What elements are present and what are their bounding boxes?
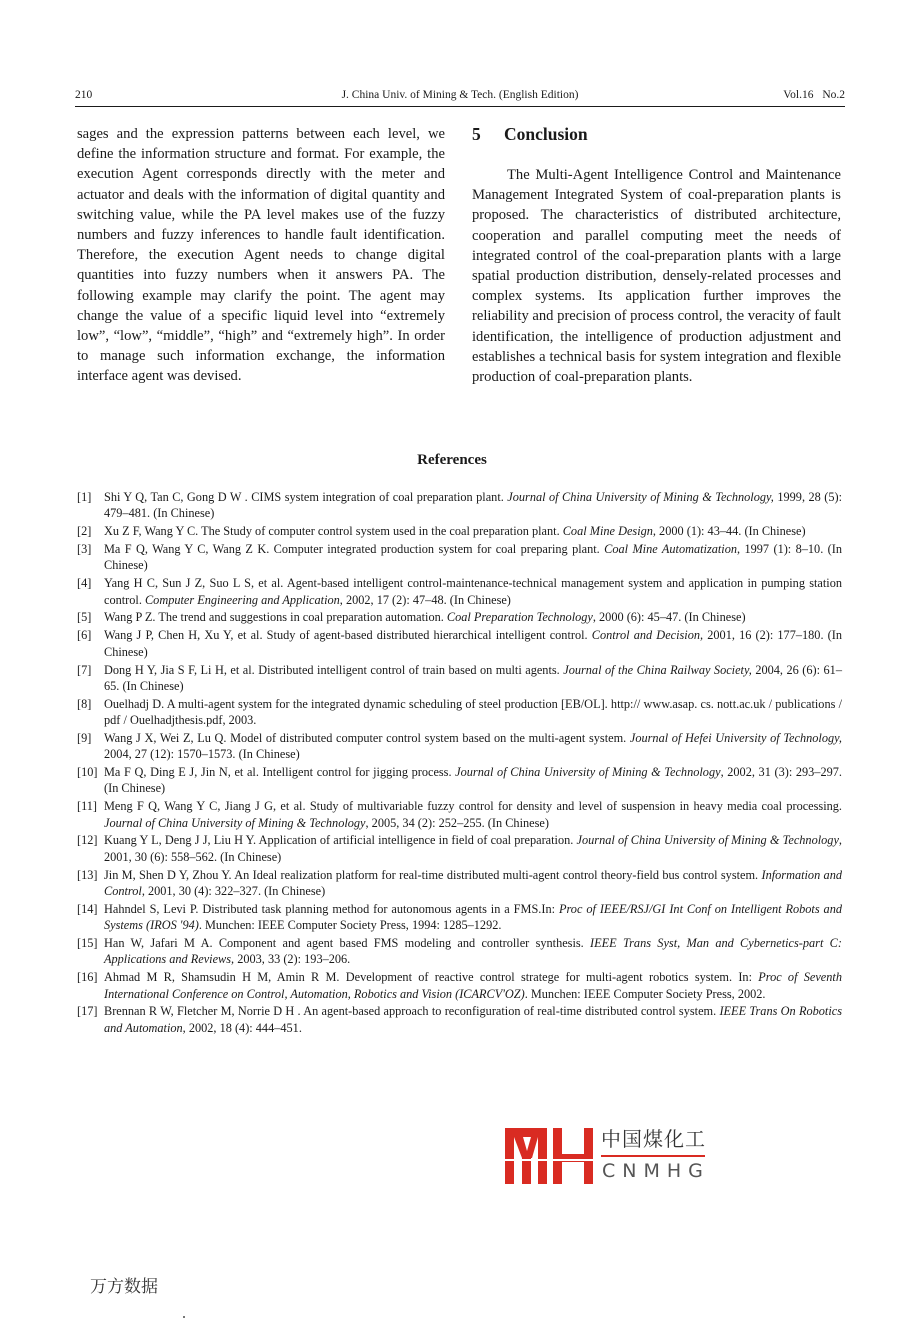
reference-details: , 2002, 31 (3): 293–297. (In Chinese): [104, 765, 842, 796]
reference-number: [17]: [77, 1004, 98, 1019]
reference-item: [77, 541, 842, 574]
reference-item: [77, 901, 842, 934]
reference-authors-title: Wang J P, Chen H, Xu Y, et al. Study of agent-based distributed hierarchical intelligent control.: [104, 628, 592, 643]
reference-authors-title: Shi Y Q, Tan C, Gong D W . CIMS system integration of coal preparation plant.: [104, 490, 508, 504]
reference-authors-title: Yang H C, Sun J Z, Suo L S, et al. Agent-based intelligent control-maintenance-technical management system and application in pumping station control.: [104, 576, 842, 607]
reference-number: [13]: [77, 867, 98, 882]
reference-details: , 2001, 30 (6): 558–562. (In Chinese): [104, 833, 842, 864]
reference-journal: Proc of Seventh International Conference on Control, Automation, Robotics and Vision (ICARCV'OZ): [104, 970, 842, 1001]
reference-details: , 2001, 30 (4): 322–327. (In Chinese): [141, 883, 326, 898]
reference-details: 2003, 33 (2): 193–206.: [234, 952, 351, 967]
reference-authors-title: Wang J X, Wei Z, Lu Q. Model of distributed computer control system based on the multi-agent system.: [104, 730, 630, 745]
reference-item: [77, 867, 842, 900]
reference-journal: Control and Decision,: [591, 628, 704, 643]
reference-item: [77, 969, 842, 1002]
reference-details: 2004, 27 (12): 1570–1573. (In Chinese): [104, 747, 300, 762]
reference-journal: Coal Preparation Technology: [446, 610, 593, 625]
reference-details: . Munchen: IEEE Computer Society Press, 1994: 1285–1292.: [198, 918, 502, 933]
logo-english-text: CNMHG: [602, 1160, 710, 1182]
reference-journal: Journal of China University of Mining & Technology: [576, 833, 839, 848]
reference-item: [77, 730, 842, 763]
cnmhg-logo: [505, 1128, 710, 1186]
reference-details: , 2000 (6): 45–47. (In Chinese): [592, 610, 746, 625]
reference-number: [11]: [77, 799, 98, 814]
wanfang-watermark: 万方数据: [90, 1277, 158, 1297]
reference-journal: Proc of IEEE/RSJ/GI Int Conf on Intelligent Robots and Systems (IROS '94): [104, 901, 842, 933]
reference-journal: Journal of China University of Mining & Technology,: [507, 490, 774, 504]
reference-authors-title: Han W, Jafari M A. Component and agent based FMS modeling and controller synthesis.: [104, 936, 591, 951]
reference-authors-title: Wang P Z. The trend and suggestions in coal preparation automation.: [104, 610, 447, 625]
reference-journal: Computer Engineering and Application: [144, 592, 340, 607]
mh-logo-mark-icon: [505, 1128, 593, 1184]
reference-authors-title: Dong H Y, Jia S F, Li H, et al. Distributed intelligent control of train based on multi agents.: [104, 662, 564, 677]
reference-item: [77, 489, 842, 522]
reference-number: [16]: [77, 970, 98, 985]
reference-journal: Coal Mine Automatization: [604, 542, 738, 557]
right-column: [472, 124, 841, 387]
section-number: 5: [472, 124, 481, 144]
reference-number: [5]: [77, 610, 92, 625]
running-header: [75, 86, 845, 107]
reference-item: [77, 764, 842, 797]
reference-details: , 2002, 17 (2): 47–48. (In Chinese): [339, 592, 511, 607]
reference-number: [6]: [77, 628, 92, 643]
reference-details: 2002, 18 (4): 444–451.: [185, 1020, 302, 1035]
reference-details: 1999, 28 (5): 479–481. (In Chinese): [104, 490, 842, 521]
reference-number: [1]: [77, 490, 92, 504]
reference-item: [77, 832, 842, 865]
reference-details: , 2005, 34 (2): 252–255. (In Chinese): [365, 815, 549, 830]
reference-list: [77, 489, 842, 1038]
stray-dot: [183, 1316, 185, 1318]
body-paragraph: sages and the expression patterns between each level, we define the information structure and format. For example, the execution Agent corresponds directly with the meter and actuator and deals with the information of digital quantity and switching value, while the PA level makes use of the fuzzy numbers and fuzzy inferences to handle fault identification. Therefore, the execution Agent needs to change digital quantities into fuzzy numbers when it answers PA. The following example may clarify the point. The agent may change the value of a specific liquid level into “extremely low”, “low”, “middle”, “high” and “extremely high”. In order to manage such information exchange, the information interface agent was devised.: [77, 126, 445, 385]
reference-journal: Information and Control: [104, 867, 842, 898]
logo-chinese-text: 中国煤化工: [601, 1127, 706, 1151]
reference-details: 2001, 16 (2): 177–180. (In Chinese): [104, 628, 843, 659]
reference-item: [77, 627, 842, 660]
reference-journal: Journal of Hefei University of Technology,: [629, 730, 842, 745]
reference-item: [77, 662, 842, 695]
section-heading: [472, 124, 841, 144]
reference-authors-title: Ouelhadj D. A multi-agent system for the integrated dynamic scheduling of steel production [EB/OL]. http:// www.asap. cs. nott.ac.uk / publications / pdf / Ouelhadjthesis.pdf, 2003.: [104, 696, 842, 728]
page-number: 210: [75, 89, 93, 101]
reference-item: [77, 1003, 842, 1036]
reference-item: [77, 935, 842, 968]
reference-journal: IEEE Trans On Robotics and Automation,: [104, 1004, 843, 1035]
references-heading: References: [417, 452, 487, 468]
reference-item: [77, 798, 842, 831]
journal-title: J. China Univ. of Mining & Tech. (English Edition): [341, 89, 579, 101]
reference-number: [4]: [77, 576, 92, 591]
reference-details: , 2000 (1): 43–44. (In Chinese): [652, 524, 806, 539]
reference-authors-title: Ahmad M R, Shamsudin H M, Amin R M. Development of reactive control stratege for multi-agent robotics system. In:: [104, 970, 759, 985]
left-column: [77, 124, 445, 387]
reference-item: [77, 609, 842, 625]
reference-details: 2004, 26 (6): 61–65. (In Chinese): [104, 662, 842, 693]
logo-rule: [601, 1155, 705, 1157]
reference-journal: Journal of China University of Mining & Technology: [104, 815, 366, 830]
reference-item: [77, 523, 842, 539]
reference-number: [8]: [77, 696, 92, 711]
reference-number: [15]: [77, 936, 98, 951]
conclusion-paragraph: The Multi-Agent Intelligence Control and Maintenance Management Integrated System of coal-preparation plants is proposed. The characteristics of distributed architecture, cooperation and parallel computing meet the needs of integrated control of the coal-preparation plants with a large spatial production distribution, densely-related processes and complex systems. Its application further improves the reliability and precision of process control, the veracity of fault identification, the intelligence of production adjustment and establishes a technical basis for system integration and flexible production of coal-preparation plants.: [472, 167, 841, 386]
reference-item: [77, 696, 842, 729]
reference-authors-title: Ma F Q, Wang Y C, Wang Z K. Computer integrated production system for coal preparing plant.: [104, 542, 605, 557]
section-title: Conclusion: [504, 124, 588, 144]
reference-number: [3]: [77, 542, 92, 557]
reference-authors-title: Hahndel S, Levi P. Distributed task planning method for autonomous agents in a FMS.In:: [104, 901, 559, 916]
reference-authors-title: Xu Z F, Wang Y C. The Study of computer control system used in the coal preparation plant.: [104, 524, 563, 539]
reference-number: [12]: [77, 833, 98, 848]
reference-item: [77, 575, 842, 608]
volume-issue: Vol.16 No.2: [783, 89, 845, 101]
reference-authors-title: Meng F Q, Wang Y C, Jiang J G, et al. Study of multivariable fuzzy control for density and level of suspension in heavy media coal processing.: [104, 799, 842, 814]
reference-details: , 1997 (1): 8–10. (In Chinese): [104, 542, 843, 573]
reference-number: [14]: [77, 901, 98, 916]
reference-journal: Journal of China University of Mining & Technology: [455, 765, 721, 780]
reference-journal: Journal of the China Railway Society,: [563, 662, 752, 677]
reference-number: [9]: [77, 730, 92, 745]
reference-authors-title: Jin M, Shen D Y, Zhou Y. An Ideal realization platform for real-time distributed multi-agent control theory-field bus control system.: [104, 867, 762, 882]
reference-journal: Coal Mine Design: [562, 524, 653, 539]
reference-number: [2]: [77, 524, 92, 539]
reference-authors-title: Kuang Y L, Deng J J, Liu H Y. Application of artificial intelligence in field of coal preparation.: [104, 833, 577, 848]
reference-journal: IEEE Trans Syst, Man and Cybernetics-part C: Applications and Reviews,: [104, 936, 842, 967]
reference-number: [7]: [77, 662, 92, 677]
reference-authors-title: Brennan R W, Fletcher M, Norrie D H . An agent-based approach to reconfiguration of real-time distributed control system.: [104, 1004, 720, 1019]
reference-authors-title: Ma F Q, Ding E J, Jin N, et al. Intelligent control for jigging process.: [104, 765, 456, 780]
reference-number: [10]: [77, 765, 98, 780]
reference-details: . Munchen: IEEE Computer Society Press, 2002.: [524, 986, 766, 1001]
